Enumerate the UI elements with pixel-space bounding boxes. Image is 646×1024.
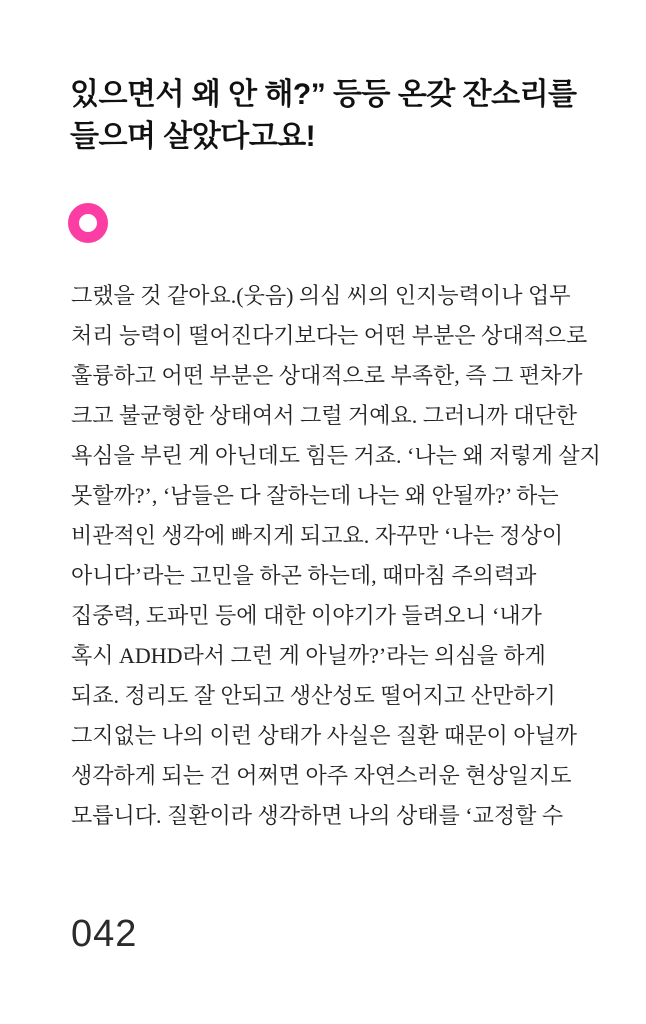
body-line: 크고 불균형한 상태여서 그럴 거예요. 그러니까 대단한 — [71, 403, 578, 428]
body-line: 집중력, 도파민 등에 대한 이야기가 들려오니 ‘내가 — [71, 603, 542, 628]
body-line: 못할까?’, ‘남들은 다 잘하는데 나는 왜 안될까?’ 하는 — [71, 483, 559, 508]
body-line: 혹시 ADHD라서 그런 게 아닐까?’라는 의심을 하게 — [71, 643, 546, 668]
body-line: 생각하게 되는 건 어쩌면 아주 자연스러운 현상일지도 — [71, 763, 572, 788]
body-line: 그지없는 나의 이런 상태가 사실은 질환 때문이 아닐까 — [71, 723, 578, 748]
body-line: 비관적인 생각에 빠지게 되고요. 자꾸만 ‘나는 정상이 — [71, 523, 564, 548]
body-line: 욕심을 부린 게 아닌데도 힘든 거죠. ‘나는 왜 저렇게 살지 — [71, 443, 601, 468]
body-line: 되죠. 정리도 잘 안되고 생산성도 떨어지고 산만하기 — [71, 683, 556, 708]
body-paragraph — [71, 276, 601, 836]
body-line: 처리 능력이 떨어진다기보다는 어떤 부분은 상대적으로 — [71, 323, 588, 348]
answer-marker-ring-icon — [68, 203, 108, 243]
page-number: 042 — [71, 913, 138, 955]
pull-quote-heading — [70, 74, 577, 158]
body-line: 아니다’라는 고민을 하곤 하는데, 때마침 주의력과 — [71, 563, 537, 588]
body-line: 훌륭하고 어떤 부분은 상대적으로 부족한, 즉 그 편차가 — [71, 363, 583, 388]
body-line: 그랬을 것 같아요.(웃음) 의심 씨의 인지능력이나 업무 — [71, 283, 571, 308]
heading-line-1: 있으면서 왜 안 해?” 등등 온갖 잔소리를 — [70, 78, 577, 111]
heading-line-2: 들으며 살았다고요! — [70, 120, 316, 153]
body-line: 모릅니다. 질환이라 생각하면 나의 상태를 ‘교정할 수 — [71, 803, 564, 828]
